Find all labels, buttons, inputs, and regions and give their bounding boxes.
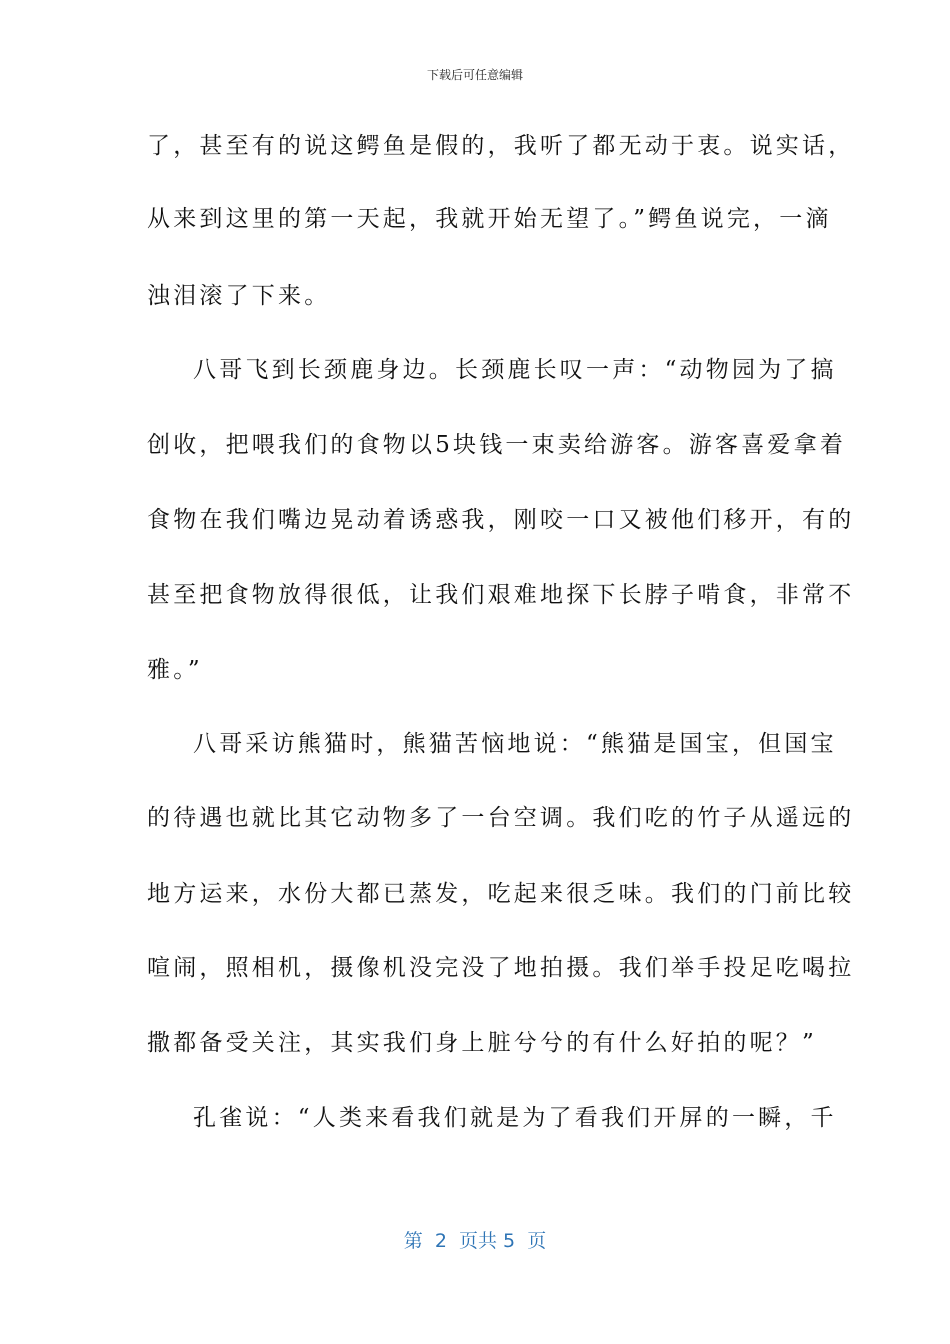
text-line: 喧闹，照相机，摄像机没完没了地拍摄。我们举手投足吃喝拉 [147,955,855,981]
text-line: 雅。” [147,657,203,683]
page-header: 下载后可任意编辑 [426,68,523,82]
text-line: 撒都备受关注，其实我们身上脏兮兮的有什么好拍的呢？” [147,1030,817,1056]
text-line: 的待遇也就比其它动物多了一台空调。我们吃的竹子从遥远的 [147,805,855,831]
text-line: 地方运来，水份大都已蒸发，吃起来很乏味。我们的门前比较 [147,881,855,907]
text-line: 从来到这里的第一天起，我就开始无望了。”鳄鱼说完，一滴 [147,206,832,232]
text-line: 甚至把食物放得很低，让我们艰难地探下长脖子啃食，非常不 [147,582,855,608]
text-line: 孔雀说：“人类来看我们就是为了看我们开屏的一瞬，千 [193,1105,837,1131]
text-line: 食物在我们嘴边晃动着诱惑我，刚咬一口又被他们移开，有的 [147,507,855,533]
text-line: 八哥采访熊猫时，熊猫苦恼地说：“熊猫是国宝，但国宝 [193,731,837,757]
page-number: 第 2 页共 5 页 [403,1230,547,1252]
text-line: 八哥飞到长颈鹿身边。长颈鹿长叹一声：“动物园为了搞 [193,357,837,383]
text-line: 浊泪滚了下来。 [147,283,331,309]
text-line: 创收，把喂我们的食物以5块钱一束卖给游客。游客喜爱拿着 [147,432,847,458]
text-line: 了，甚至有的说这鳄鱼是假的，我听了都无动于衷。说实话， [147,133,855,159]
